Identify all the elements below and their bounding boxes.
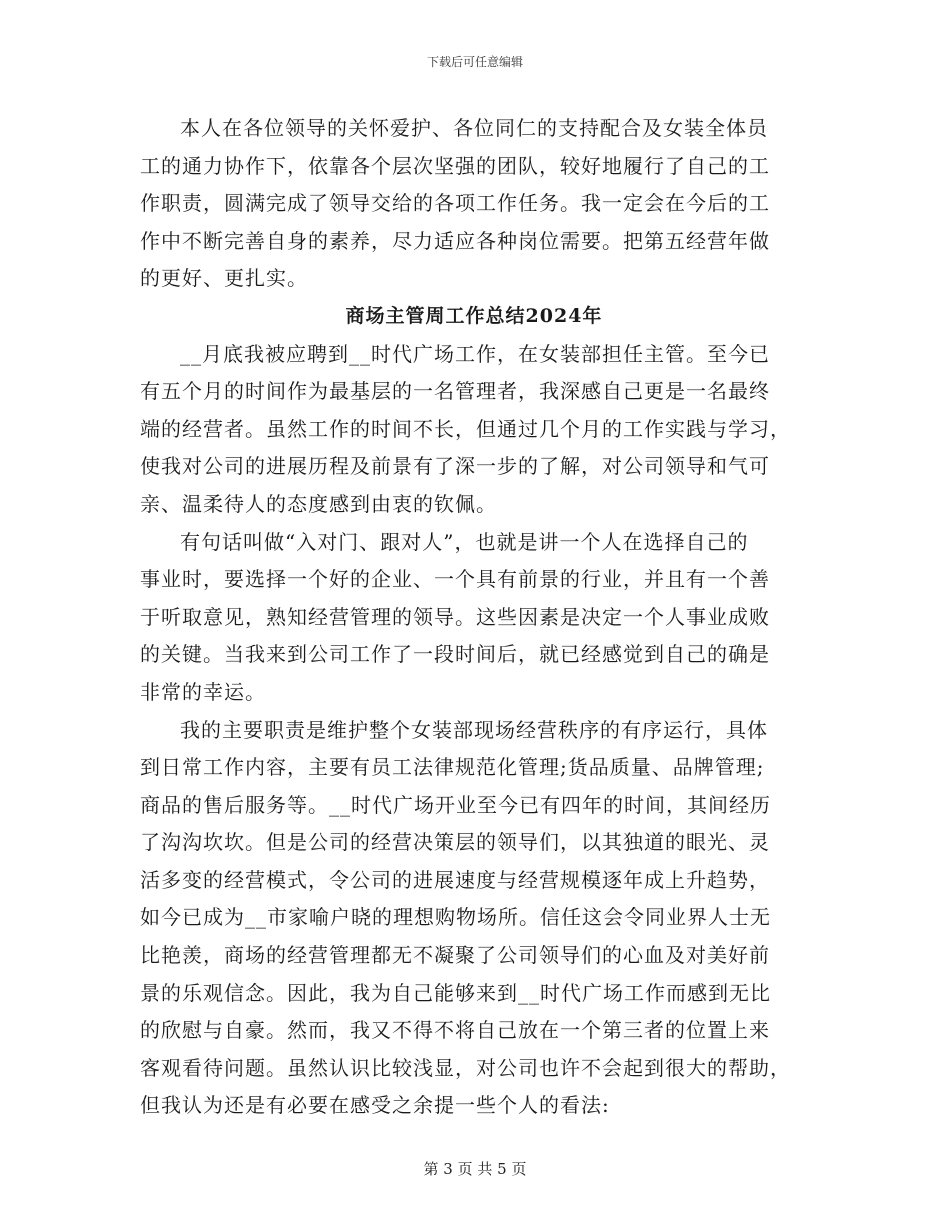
text-line: 的关键。当我来到公司工作了一段时间后，就已经感觉到自己的确是 (140, 642, 770, 667)
text-line: 如今已成为__市家喻户晓的理想购物场所。信任这会令同业界人士无 (140, 905, 771, 930)
text-line: 商品的售后服务等。__时代广场开业至今已有四年的时间，其间经历 (140, 792, 771, 817)
text-line: 但我认为还是有必要在感受之余提一些个人的看法: (140, 1093, 610, 1118)
text-line: 客观看待问题。虽然认识比较浅显，对公司也许不会起到很大的帮助， (140, 1055, 791, 1080)
text-line: 工的通力协作下，依靠各个层次坚强的团队，较好地履行了自己的工 (140, 153, 770, 178)
text-line: 有句话叫做“入对门、跟对人”，也就是讲一个人在选择自己的 (180, 529, 749, 554)
document-body (140, 110, 808, 1125)
text-line: 比艳羡，商场的经营管理都无不凝聚了公司领导们的心血及对美好前 (140, 943, 770, 968)
page-header: 下载后可任意编辑 (426, 55, 523, 69)
text-line: __月底我被应聘到__时代广场工作，在女装部担任主管。至今已 (180, 341, 770, 366)
text-line: 事业时，要选择一个好的企业、一个具有前景的行业，并且有一个善 (140, 567, 770, 592)
page-footer: 第 3 页 共 5 页 (423, 1160, 527, 1178)
text-line: 作中不断完善自身的素养，尽力适应各种岗位需要。把第五经营年做 (140, 228, 770, 253)
text-line: 到日常工作内容，主要有员工法律规范化管理;货品质量、品牌管理; (140, 755, 765, 780)
text-line: 亲、温柔待人的态度感到由衷的钦佩。 (140, 491, 497, 516)
section-title: 商场主管周工作总结2024年 (345, 304, 603, 327)
text-line: 端的经营者。虽然工作的时间不长，但通过几个月的工作实践与学习， (140, 416, 791, 441)
text-line: 有五个月的时间作为最基层的一名管理者，我深感自己更是一名最终 (140, 379, 770, 404)
text-line: 我的主要职责是维护整个女装部现场经营秩序的有序运行，具体 (180, 717, 768, 742)
text-line: 本人在各位领导的关怀爱护、各位同仁的支持配合及女装全体员 (180, 116, 768, 140)
text-line: 使我对公司的进展历程及前景有了深一步的了解，对公司领导和气可 (140, 454, 770, 479)
text-line: 非常的幸运。 (140, 679, 266, 704)
text-line: 的更好、更扎实。 (140, 266, 308, 291)
text-line: 的欣慰与自豪。然而，我又不得不将自己放在一个第三者的位置上来 (140, 1018, 770, 1043)
text-line: 景的乐观信念。因此，我为自己能够来到__时代广场工作而感到无比 (140, 980, 771, 1005)
text-line: 于听取意见，熟知经营管理的领导。这些因素是决定一个人事业成败 (140, 604, 770, 629)
text-line: 作职责，圆满完成了领导交给的各项工作任务。我一定会在今后的工 (140, 191, 770, 216)
text-line: 了沟沟坎坎。但是公司的经营决策层的领导们，以其独道的眼光、灵 (140, 830, 770, 855)
text-line: 活多变的经营模式，令公司的进展速度与经营规模逐年成上升趋势， (140, 867, 770, 892)
